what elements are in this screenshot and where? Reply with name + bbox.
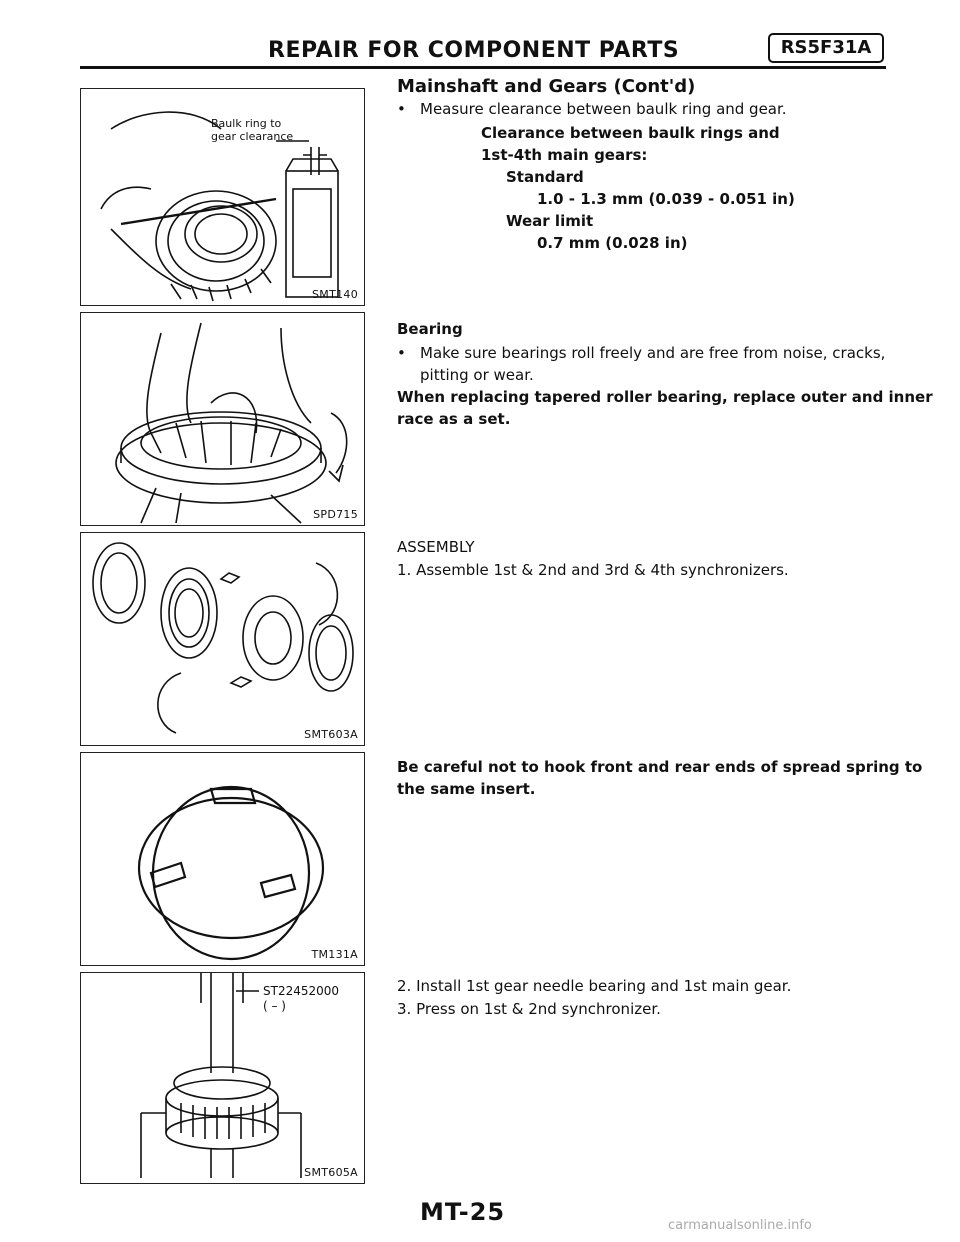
bearing-note-line2: race as a set. xyxy=(397,410,511,428)
figure-spread-spring xyxy=(80,752,365,966)
page-header-title: REPAIR FOR COMPONENT PARTS xyxy=(268,38,680,63)
spec-title-line1: Clearance between baulk rings and xyxy=(481,124,780,142)
caution-line1: Be careful not to hook front and rear ends of spread spring to xyxy=(397,758,923,776)
tool-sub-label: ( – ) xyxy=(263,999,286,1013)
spec-title-line2: 1st-4th main gears: xyxy=(481,146,648,164)
figure-code: SPD715 xyxy=(313,508,358,521)
bullet-bearing-line2: pitting or wear. xyxy=(420,366,534,384)
standard-value: 1.0 - 1.3 mm (0.039 - 0.051 in) xyxy=(537,190,795,208)
figure-bearing-check xyxy=(80,312,365,526)
figure-baulk-ring-clearance xyxy=(80,88,365,306)
assembly-step-3: 3. Press on 1st & 2nd synchronizer. xyxy=(397,1000,661,1018)
figure-code: SMT605A xyxy=(304,1166,358,1179)
press-tool-illustration xyxy=(81,973,366,1185)
spread-spring-illustration xyxy=(81,753,366,967)
synchronizer-exploded-illustration xyxy=(81,533,366,747)
header-rule xyxy=(80,66,886,69)
section-heading-assembly: ASSEMBLY xyxy=(397,538,475,556)
figure-code: TM131A xyxy=(311,948,358,961)
caution-line2: the same insert. xyxy=(397,780,536,798)
bearing-illustration xyxy=(81,313,366,527)
bearing-note-line1: When replacing tapered roller bearing, replace outer and inner xyxy=(397,388,933,406)
page-number: MT-25 xyxy=(420,1198,506,1226)
site-watermark: carmanualsonline.info xyxy=(668,1218,812,1233)
figure-press-synchronizer xyxy=(80,972,365,1184)
wear-limit-label: Wear limit xyxy=(506,212,594,230)
assembly-step-1: 1. Assemble 1st & 2nd and 3rd & 4th synchronizers. xyxy=(397,561,789,579)
section-heading-mainshaft: Mainshaft and Gears (Cont'd) xyxy=(397,76,696,97)
figure-code: SMT603A xyxy=(304,728,358,741)
bullet-measure-clearance: • Measure clearance between baulk ring and gear. xyxy=(420,98,787,120)
bullet-bearing-line1: • Make sure bearings roll freely and are free from noise, cracks, xyxy=(420,342,885,364)
figure-code: SMT140 xyxy=(312,288,358,301)
wear-limit-value: 0.7 mm (0.028 in) xyxy=(537,234,688,252)
annotation-gear-clearance: gear clearance xyxy=(211,130,294,143)
annotation-baulk-ring: Baulk ring to xyxy=(211,117,282,130)
standard-label: Standard xyxy=(506,168,584,186)
model-code-badge: RS5F31A xyxy=(768,33,884,63)
section-heading-bearing: Bearing xyxy=(397,320,463,338)
figure-synchronizer-parts xyxy=(80,532,365,746)
tool-number-label: ST22452000 xyxy=(263,984,340,998)
assembly-step-2: 2. Install 1st gear needle bearing and 1st main gear. xyxy=(397,977,792,995)
